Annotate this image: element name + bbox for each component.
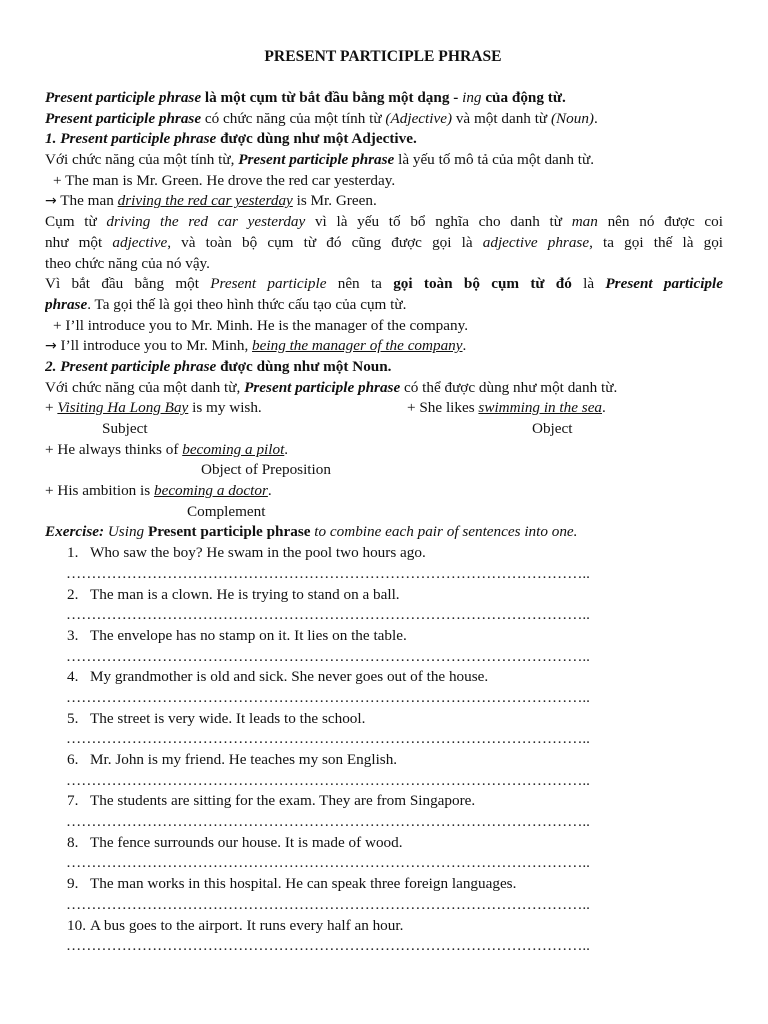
section-2-desc (45, 378, 723, 399)
exercise-number: 2. (67, 585, 79, 603)
exercise-number: 4. (67, 668, 79, 686)
page-title: PRESENT PARTICIPLE PHRASE (264, 48, 502, 65)
text: man (571, 213, 598, 231)
answer-line[interactable]: ………………………………………………………………………………………….. (66, 688, 590, 706)
text: . (462, 337, 467, 355)
object-label: Object (532, 420, 573, 437)
text: gọi toàn bộ cụm từ đó (393, 275, 572, 293)
paragraph-line (45, 254, 723, 275)
text: The man (56, 192, 118, 210)
intro-line-2 (45, 109, 723, 130)
exercise-number: 1. (67, 544, 79, 562)
text: Using (104, 523, 148, 541)
text: theo chức năng của nó vậy. (45, 254, 210, 272)
text: vì là yếu tố bổ nghĩa cho danh từ (305, 213, 572, 231)
example-line (45, 316, 723, 337)
label-row (45, 419, 723, 440)
paragraph-line (45, 274, 723, 295)
term: Present participle phrase (45, 89, 202, 106)
exercise-sentence: The students are sitting for the exam. They are from Singapore. (90, 792, 476, 810)
answer-line[interactable]: ………………………………………………………………………………………….. (66, 564, 590, 582)
exercise-item (45, 750, 723, 771)
text: ing (462, 89, 482, 106)
label-row (45, 460, 723, 481)
text: , và toàn bộ cụm từ đó cũng được gọi là (167, 233, 483, 251)
answer-line[interactable]: ………………………………………………………………………………………….. (66, 854, 590, 872)
exercise-sentence: The fence surrounds our house. It is made of wood. (90, 833, 403, 851)
exercise-sentence: Mr. John is my friend. He teaches my son English. (90, 751, 398, 768)
text: . (593, 109, 598, 127)
text: của động từ. (481, 89, 566, 106)
exercise-item (45, 585, 723, 606)
exercise-list (45, 543, 723, 957)
underlined-phrase: being the manager of the company (252, 337, 463, 355)
text: driving the red car yesterday (106, 213, 306, 231)
term: Present participle (605, 275, 723, 293)
exercise-sentence: The man is a clown. He is trying to stand on a ball. (90, 585, 400, 603)
term: Present participle phrase (238, 151, 395, 169)
underlined-phrase: driving the red car yesterday (117, 192, 293, 210)
exercise-number: 3. (67, 626, 79, 644)
text: I’ll introduce you to Mr. Minh, (56, 337, 253, 355)
text: + His ambition is (45, 482, 154, 500)
exercise-item (45, 874, 723, 895)
exercise-sentence: The street is very wide. It leads to the school. (90, 709, 366, 727)
intro-line-1 (45, 88, 723, 109)
example-line (45, 171, 723, 192)
example-line (45, 440, 723, 461)
example-line (45, 481, 723, 502)
answer-line[interactable]: ………………………………………………………………………………………….. (66, 813, 590, 831)
text: . (284, 440, 289, 458)
answer-line[interactable]: ………………………………………………………………………………………….. (66, 730, 590, 748)
heading: được dùng như một Noun. (216, 357, 392, 375)
answer-line[interactable]: ………………………………………………………………………………………….. (66, 771, 590, 789)
paragraph-line (45, 212, 723, 233)
example-right (407, 398, 606, 419)
text: + (45, 399, 58, 417)
exercise-number: 8. (67, 833, 79, 851)
text: + She likes (407, 399, 479, 417)
paragraph-line (45, 295, 723, 316)
text: là một cụm từ bắt đầu bằng một dạng - (201, 89, 463, 106)
paragraph-line (45, 233, 723, 254)
text: + He always thinks of (45, 440, 183, 458)
answer-line[interactable]: ………………………………………………………………………………………….. (66, 937, 590, 955)
document-page (45, 46, 723, 957)
text: + I’ll introduce you to Mr. Minh. He is the manager of the company. (53, 316, 469, 334)
term: phrase (45, 295, 88, 313)
heading: 1. Present participle phrase (45, 130, 217, 148)
heading: được dùng như một Adjective. (216, 130, 417, 148)
term: Present participle phrase (147, 523, 311, 541)
text: như một (45, 233, 113, 251)
text: có chức năng của một tính từ (201, 109, 386, 127)
text: nên nó được coi (597, 213, 723, 231)
exercise-item (45, 791, 723, 812)
text: is my wish. (188, 399, 262, 417)
exercise-item (45, 667, 723, 688)
section-2-heading (45, 357, 723, 378)
exercise-item (45, 709, 723, 730)
object-of-preposition-label: Object of Preposition (201, 461, 331, 479)
text: + The man is Mr. Green. He drove the red car yesterday. (53, 171, 396, 189)
right-arrow-icon: → (45, 193, 57, 210)
text: . (602, 399, 606, 417)
text: is Mr. Green. (292, 192, 377, 210)
underlined-phrase: swimming in the sea (478, 399, 603, 417)
text: to combine each pair of sentences into one. (310, 523, 578, 541)
text: Vì bắt đầu bằng một (45, 275, 211, 293)
exercise-sentence: Who saw the boy? He swam in the pool two hours ago. (90, 544, 426, 562)
section-1-heading (45, 129, 723, 150)
section-1-desc (45, 150, 723, 171)
text: là yếu tố mô tả của một danh từ. (394, 151, 595, 169)
subject-label: Subject (102, 420, 148, 437)
exercise-sentence: My grandmother is old and sick. She never goes out of the house. (90, 668, 489, 686)
text: . (267, 482, 272, 500)
exercise-sentence: A bus goes to the airport. It runs every half an hour. (90, 916, 404, 934)
exercise-number: 5. (67, 709, 79, 727)
example-line (45, 336, 723, 357)
example-row (45, 398, 723, 419)
underlined-phrase: Visiting Ha Long Bay (57, 399, 189, 417)
underlined-phrase: becoming a pilot (182, 440, 285, 458)
text: (Adjective) (385, 109, 453, 127)
underlined-phrase: becoming a doctor (153, 482, 268, 500)
text: . Ta gọi thế là gọi theo hình thức cấu tạo của cụm từ. (87, 295, 407, 313)
text: adjective (112, 233, 168, 251)
exercise-number: 10. (67, 916, 86, 934)
text: và một danh từ (452, 109, 551, 127)
exercise-heading (45, 522, 723, 543)
label-row (45, 502, 723, 523)
text: , ta gọi thế là gọi (589, 233, 723, 251)
complement-label: Complement (187, 502, 266, 520)
text: Cụm từ (45, 213, 107, 231)
heading: 2. Present participle phrase (45, 357, 217, 375)
text: có thể được dùng như một danh từ. (400, 378, 618, 396)
example-line (45, 191, 723, 212)
exercise-item (45, 916, 723, 937)
term: Present participle phrase (45, 109, 202, 127)
text: nên ta (326, 275, 394, 293)
exercise-label: Exercise: (45, 523, 105, 541)
answer-line[interactable]: ………………………………………………………………………………………….. (66, 647, 590, 665)
exercise-number: 9. (67, 875, 79, 893)
answer-line[interactable]: ………………………………………………………………………………………….. (66, 606, 590, 624)
text: Với chức năng của một tính từ, (45, 151, 239, 169)
answer-line[interactable]: ………………………………………………………………………………………….. (66, 895, 590, 913)
exercise-number: 7. (67, 792, 79, 810)
text: Present participle (210, 275, 327, 293)
right-arrow-icon: → (45, 338, 57, 355)
exercise-number: 6. (67, 751, 79, 768)
exercise-item (45, 833, 723, 854)
text: là (571, 275, 606, 293)
exercise-item (45, 543, 723, 564)
exercise-item (45, 626, 723, 647)
text: adjective phrase (482, 233, 590, 251)
text: (Noun) (550, 109, 594, 127)
text: Với chức năng của một danh từ, (45, 378, 245, 396)
term: Present participle phrase (244, 378, 401, 396)
exercise-sentence: The envelope has no stamp on it. It lies on the table. (90, 626, 407, 644)
exercise-sentence: The man works in this hospital. He can speak three foreign languages. (90, 875, 517, 893)
